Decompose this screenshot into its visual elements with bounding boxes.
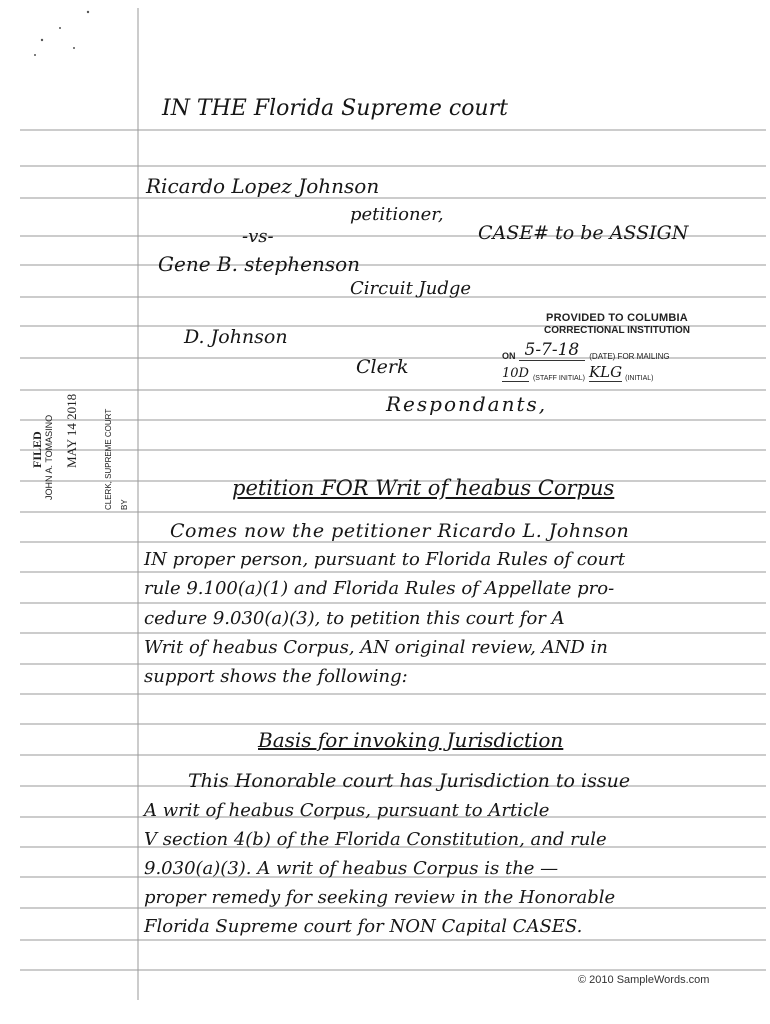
basis-line-5: proper remedy for seeking review in the Honorable — [144, 887, 616, 908]
petitioner-role: petitioner, — [350, 204, 444, 225]
respondent-1-role: Circuit Judge — [350, 278, 472, 299]
petitioner-name: Ricardo Lopez Johnson — [146, 174, 380, 198]
mailing-stamp-initials-1: 10D — [502, 366, 529, 381]
filed-stamp-clerk-name: JOHN A. TOMASINO — [44, 414, 54, 500]
respondent-1-name: Gene B. stephenson — [158, 252, 361, 276]
mailing-stamp-inmate-label: (INITIAL) — [625, 375, 654, 382]
intro-line-2: IN proper person, pursuant to Florida Rules of court — [144, 549, 626, 570]
case-number: CASE# to be ASSIGN — [478, 222, 689, 244]
mailing-stamp-line1: PROVIDED TO COLUMBIA — [546, 312, 688, 324]
basis-line-3: V section 4(b) of the Florida Constitution, and rule — [144, 829, 607, 850]
mailing-stamp-date-row — [502, 340, 732, 361]
mailing-stamp-date-label: (DATE) FOR MAILING — [589, 352, 670, 361]
respondent-2-role: Clerk — [356, 356, 409, 378]
intro-line-3: rule 9.100(a)(1) and Florida Rules of Appellate pro- — [144, 578, 615, 599]
mailing-stamp — [502, 312, 732, 382]
mailing-stamp-initials-row — [502, 363, 732, 382]
intro-line-5: Writ of heabus Corpus, AN original review, AND in — [144, 637, 608, 658]
intro-line-1: Comes now the petitioner Ricardo L. Johnson — [170, 520, 630, 542]
section-heading: Basis for invoking Jurisdiction — [258, 728, 564, 752]
document-title: petition FOR Writ of heabus Corpus — [232, 476, 615, 500]
respondents-label: Respondants, — [386, 392, 548, 416]
basis-line-6: Florida Supreme court for NON Capital CASES. — [144, 916, 583, 937]
versus-label: -vs- — [242, 226, 274, 247]
mailing-stamp-initials-2: KLG — [588, 363, 623, 381]
basis-line-2: A writ of heabus Corpus, pursuant to Article — [144, 800, 550, 821]
mailing-stamp-on-label: ON — [502, 351, 516, 361]
mailing-stamp-staff-label: (STAFF INITIAL) — [532, 375, 585, 382]
filed-stamp-by: BY — [120, 499, 129, 510]
filed-stamp-date: MAY 14 2018 — [64, 393, 79, 468]
intro-line-4: cedure 9.030(a)(3), to petition this court for A — [144, 608, 565, 629]
footer-copyright: © 2010 SampleWords.com — [578, 974, 710, 986]
filed-stamp-filed: FILED — [30, 431, 44, 468]
mailing-stamp-line2: CORRECTIONAL INSTITUTION — [544, 325, 690, 336]
mailing-stamp-date: 5-7-18 — [519, 340, 586, 361]
court-caption: IN THE Florida Supreme court — [162, 96, 508, 121]
filed-stamp-office: CLERK, SUPREME COURT — [104, 408, 113, 510]
respondent-2-name: D. Johnson — [184, 326, 288, 348]
basis-line-1: This Honorable court has Jurisdiction to issue — [188, 770, 631, 792]
basis-line-4: 9.030(a)(3). A writ of heabus Corpus is the — — [144, 858, 559, 879]
intro-line-6: support shows the following: — [144, 666, 408, 687]
